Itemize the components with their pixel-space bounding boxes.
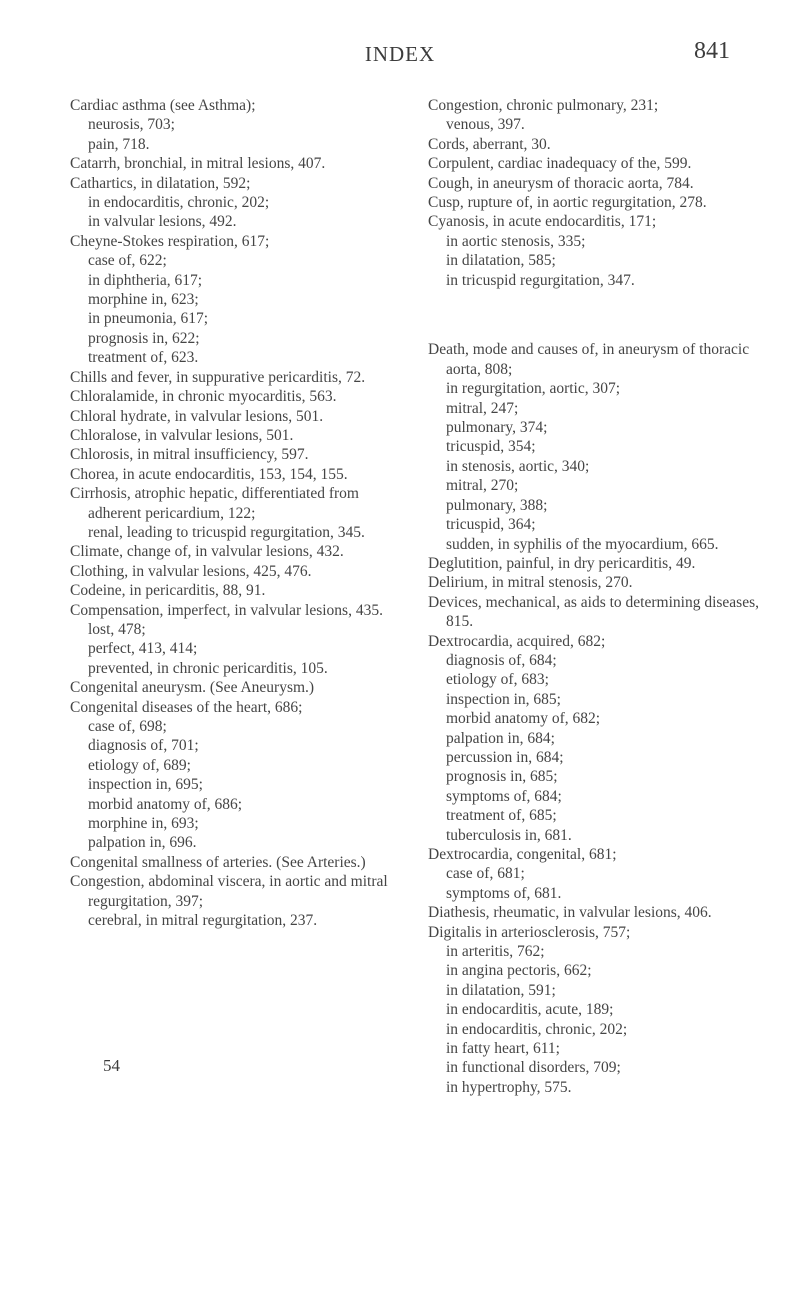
index-entry: Congestion, abdominal viscera, in aortic and mitral regurgitation, 397;	[70, 873, 388, 910]
index-subentry: pulmonary, 374;	[446, 419, 548, 437]
index-entry: Diathesis, rheumatic, in valvular lesions, 406.	[428, 904, 712, 922]
index-entry: Death, mode and causes of, in aneurysm of thoracic aorta, 808;	[428, 341, 750, 378]
index-subentry: in endocarditis, acute, 189;	[446, 1001, 614, 1019]
index-entry: Cords, aberrant, 30.	[428, 135, 551, 153]
index-subentry: inspection in, 695;	[88, 776, 203, 794]
index-subentry: etiology of, 683;	[446, 671, 549, 689]
index-entry: Corpulent, cardiac inadequacy of the, 599.	[428, 155, 692, 173]
index-entry: Congenital smallness of arteries. (See Arteries.)	[70, 853, 366, 871]
right-index-column	[428, 96, 768, 1097]
index-subentry: prevented, in chronic pericarditis, 105.	[88, 659, 328, 677]
index-entry: Cough, in aneurysm of thoracic aorta, 784.	[428, 174, 694, 192]
index-subentry: in tricuspid regurgitation, 347.	[446, 271, 635, 289]
index-subentry: in pneumonia, 617;	[88, 310, 209, 328]
index-entry: Compensation, imperfect, in valvular lesions, 435.	[70, 601, 383, 619]
index-subentry: lost, 478;	[88, 620, 146, 638]
index-entry: Cirrhosis, atrophic hepatic, differentiated from adherent pericardium, 122;	[70, 485, 359, 522]
index-entry: Clothing, in valvular lesions, 425, 476.	[70, 562, 312, 580]
index-entry: Digitalis in arteriosclerosis, 757;	[428, 923, 631, 941]
index-entry: Dextrocardia, congenital, 681;	[428, 846, 617, 864]
index-subentry: morphine in, 693;	[88, 815, 199, 833]
signature-mark: 54	[103, 1056, 120, 1075]
index-subentry: renal, leading to tricuspid regurgitation, 345.	[88, 523, 365, 541]
index-subentry: tricuspid, 354;	[446, 438, 536, 456]
running-title: INDEX	[364, 42, 436, 66]
index-entry: Cusp, rupture of, in aortic regurgitation, 278.	[428, 194, 707, 212]
index-subentry: in stenosis, aortic, 340;	[446, 457, 590, 475]
index-subentry: in arteritis, 762;	[446, 943, 545, 961]
index-subentry: in angina pectoris, 662;	[446, 962, 592, 980]
index-subentry: treatment of, 685;	[446, 807, 557, 825]
index-entry: Cathartics, in dilatation, 592;	[70, 174, 251, 192]
index-subentry: case of, 622;	[88, 252, 167, 270]
index-subentry: in dilatation, 585;	[446, 252, 556, 270]
index-subentry: inspection in, 685;	[446, 690, 561, 708]
index-subentry: pulmonary, 388;	[446, 496, 548, 514]
index-subentry: perfect, 413, 414;	[88, 640, 198, 658]
index-entry: Catarrh, bronchial, in mitral lesions, 407.	[70, 155, 326, 173]
index-subentry: tuberculosis in, 681.	[446, 826, 572, 844]
index-subentry: morbid anatomy of, 682;	[446, 710, 601, 728]
index-subentry: tricuspid, 364;	[446, 516, 536, 534]
left-index-column	[70, 96, 410, 930]
index-subentry: case of, 698;	[88, 718, 167, 735]
index-subentry: symptoms of, 684;	[446, 787, 562, 805]
index-entry: Climate, change of, in valvular lesions, 432.	[70, 543, 344, 561]
index-subentry: mitral, 270;	[446, 477, 519, 495]
index-entry: Devices, mechanical, as aids to determining diseases, 815.	[428, 593, 759, 631]
index-subentry: treatment of, 623.	[88, 349, 199, 367]
index-subentry: in dilatation, 591;	[446, 981, 556, 999]
index-subentry: palpation in, 696.	[88, 834, 197, 852]
index-subentry: morphine in, 623;	[88, 291, 199, 309]
index-subentry: in aortic stenosis, 335;	[446, 232, 586, 250]
index-subentry: prognosis in, 622;	[88, 329, 200, 347]
index-subentry: etiology of, 689;	[88, 756, 191, 774]
index-entry: Deglutition, painful, in dry pericarditis, 49.	[428, 554, 696, 572]
index-subentry: morbid anatomy of, 686;	[88, 795, 243, 813]
index-subentry: cerebral, in mitral regurgitation, 237.	[88, 912, 318, 930]
index-entry: Chloralose, in valvular lesions, 501.	[70, 426, 294, 444]
index-entry: Dextrocardia, acquired, 682;	[428, 632, 606, 650]
index-subentry: neurosis, 703;	[88, 116, 175, 134]
index-subentry: pain, 718.	[88, 135, 150, 153]
index-subentry: prognosis in, 685;	[446, 768, 558, 786]
index-subentry: venous, 397.	[446, 116, 525, 134]
index-entry: Cardiac asthma (see Asthma);	[70, 97, 256, 114]
index-entry: Congenital diseases of the heart, 686;	[70, 698, 303, 716]
index-subentry: diagnosis of, 684;	[446, 651, 557, 669]
index-entry: Cheyne-Stokes respiration, 617;	[70, 232, 270, 250]
index-subentry: palpation in, 684;	[446, 729, 555, 747]
index-subentry: in functional disorders, 709;	[446, 1059, 621, 1077]
page-number: 841	[694, 38, 730, 64]
index-entry: Chloralamide, in chronic myocarditis, 563.	[70, 388, 337, 406]
index-subentry: mitral, 247;	[446, 399, 519, 417]
index-entry: Chlorosis, in mitral insufficiency, 597.	[70, 446, 309, 464]
index-entry: Codeine, in pericarditis, 88, 91.	[70, 582, 266, 600]
index-entry: Congestion, chronic pulmonary, 231;	[428, 97, 659, 114]
index-subentry: in hypertrophy, 575.	[446, 1078, 572, 1096]
index-subentry: in endocarditis, chronic, 202;	[88, 194, 270, 212]
index-entry: Congenital aneurysm. (See Aneurysm.)	[70, 679, 315, 697]
index-entry: Chills and fever, in suppurative pericarditis, 72.	[70, 368, 366, 386]
index-subentry: in endocarditis, chronic, 202;	[446, 1020, 628, 1038]
index-entry: Chloral hydrate, in valvular lesions, 501.	[70, 407, 324, 425]
index-subentry: sudden, in syphilis of the myocardium, 665.	[446, 535, 719, 553]
index-subentry: in diphtheria, 617;	[88, 271, 203, 289]
index-entry: Delirium, in mitral stenosis, 270.	[428, 574, 633, 592]
index-subentry: symptoms of, 681.	[446, 884, 562, 902]
index-subentry: percussion in, 684;	[446, 748, 564, 766]
index-subentry: in regurgitation, aortic, 307;	[446, 380, 621, 398]
index-subentry: in fatty heart, 611;	[446, 1040, 560, 1058]
section-gap	[428, 306, 768, 325]
index-subentry: diagnosis of, 701;	[88, 737, 199, 755]
index-subentry: in valvular lesions, 492.	[88, 213, 237, 231]
index-subentry: case of, 681;	[446, 865, 525, 883]
index-entry: Cyanosis, in acute endocarditis, 171;	[428, 213, 657, 231]
index-entry: Chorea, in acute endocarditis, 153, 154, 155.	[70, 465, 348, 483]
